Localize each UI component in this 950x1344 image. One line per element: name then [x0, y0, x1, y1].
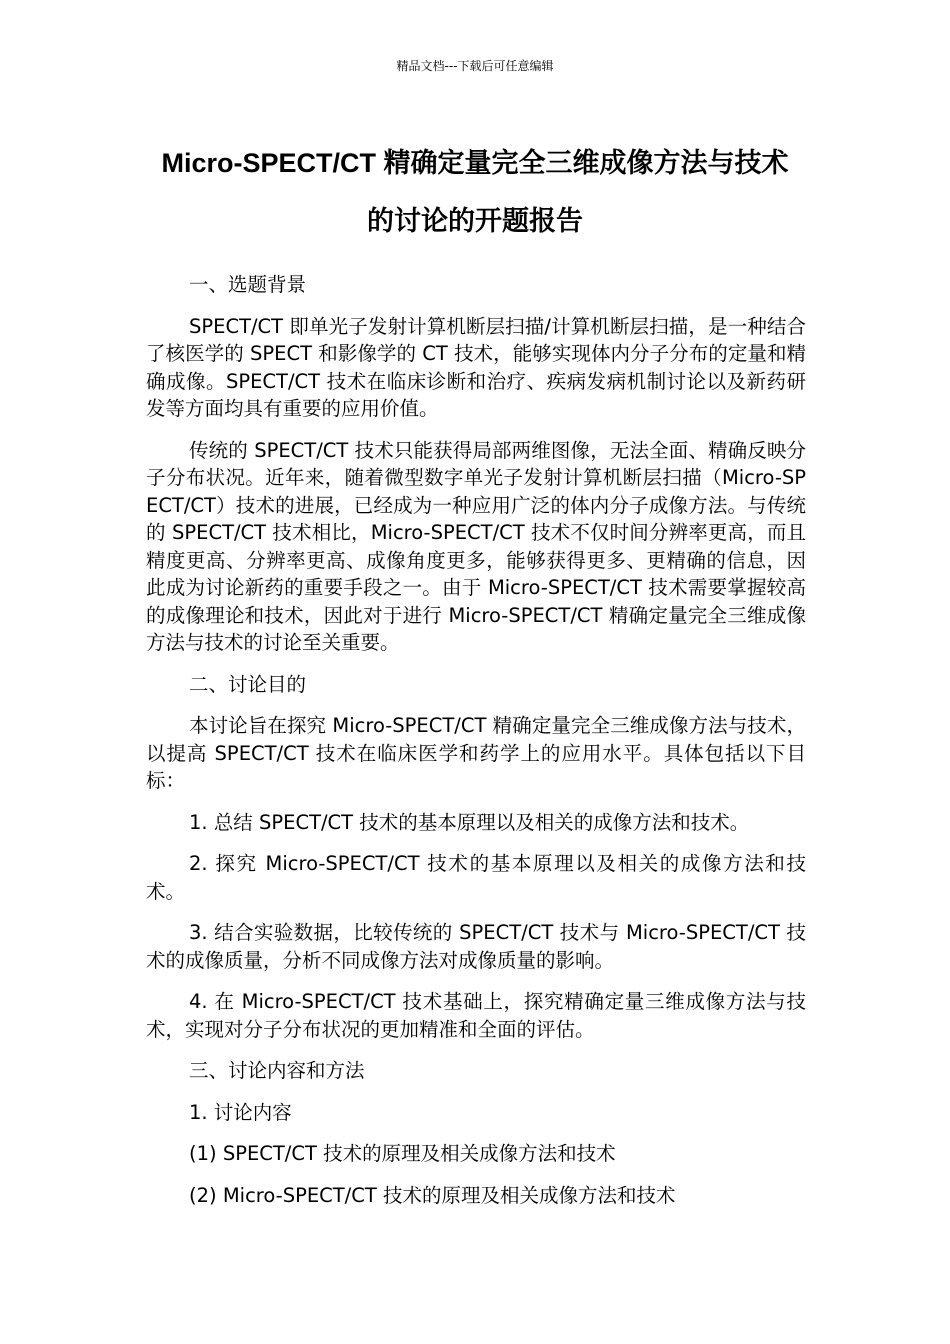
- section-heading-content-method: 三、讨论内容和方法: [189, 1059, 365, 1082]
- list-item: 2. 探究 Micro-SPECT/CT 技术的基本原理以及相关的成像方法和技术。: [146, 852, 806, 903]
- subheading: 1. 讨论内容: [189, 1100, 292, 1124]
- paragraph: 传统的 SPECT/CT 技术只能获得局部两维图像，无法全面、精确反映分子分布状况。近年来，随着微型数字单光子发射计算机断层扫描（Micro-SPECT/CT）技术的进展，已经成为一种应用广泛的体内分子成像方法。与传统的 SPECT/CT 技术相比，Micro-SPECT/CT 技术不仅时间分辨率更高，而且精度更高、分辨率更高、成像角度更多，能够获得更多、更精确的信息，因此成为讨论新药的重要手段之一。由于 Micro-SPECT/CT 技术需要掌握较高的成像理论和技术，因此对于进行 Micro-SPECT/CT 精确定量完全三维成像方法与技术的讨论至关重要。: [146, 438, 806, 654]
- list-item: 4. 在 Micro-SPECT/CT 技术基础上，探究精确定量三维成像方法与技术，实现对分子分布状况的更加精准和全面的评估。: [146, 990, 806, 1041]
- title-line-1: Micro-SPECT/CT 精确定量完全三维成像方法与技术: [161, 148, 789, 178]
- list-item: (2) Micro-SPECT/CT 技术的原理及相关成像方法和技术: [189, 1183, 676, 1207]
- document-title: [130, 134, 820, 250]
- paragraph: 本讨论旨在探究 Micro-SPECT/CT 精确定量完全三维成像方法与技术，以提高 SPECT/CT 技术在临床医学和药学上的应用水平。具体包括以下目标：: [146, 714, 806, 792]
- title-line-2: 的讨论的开题报告: [367, 206, 583, 236]
- section-heading-purpose: 二、讨论目的: [189, 672, 307, 696]
- page-header: 精品文档---下载后可任意编辑: [396, 59, 554, 73]
- paragraph: SPECT/CT 即单光子发射计算机断层扫描/计算机断层扫描，是一种结合了核医学的 SPECT 和影像学的 CT 技术，能够实现体内分子分布的定量和精确成像。SPECT/CT 技术在临床诊断和治疗、疾病发病机制讨论以及新药研发等方面均具有重要的应用价值。: [146, 314, 806, 420]
- section-heading-background: 一、选题背景: [189, 273, 307, 296]
- list-item: 1. 总结 SPECT/CT 技术的基本原理以及相关的成像方法和技术。: [189, 810, 750, 834]
- list-item: (1) SPECT/CT 技术的原理及相关成像方法和技术: [189, 1142, 616, 1165]
- list-item: 3. 结合实验数据，比较传统的 SPECT/CT 技术与 Micro-SPECT/CT 技术的成像质量，分析不同成像方法对成像质量的影响。: [146, 921, 806, 972]
- document-body: [146, 271, 806, 1223]
